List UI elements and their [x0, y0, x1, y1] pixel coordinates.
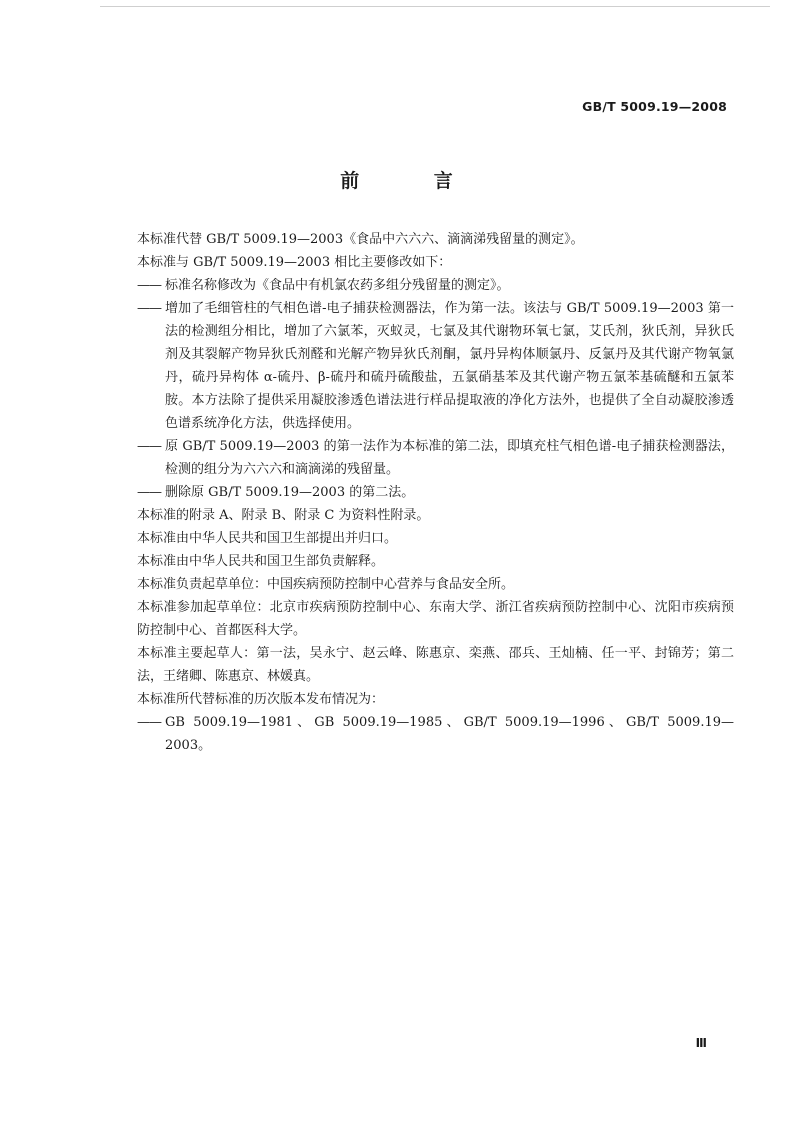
change-item [137, 435, 734, 481]
top-border-line [100, 6, 770, 7]
paragraph-replaces: 本标准代替 GB/T 5009.19—2003《食品中六六六、滴滴涕残留量的测定》。 [137, 232, 584, 247]
change-text: 原 GB/T 5009.19—2003 的第一法作为本标准的第二法，即填充柱气相色谱-电子捕获检测器法，检测的组分为六六六和滴滴涕的残留量。 [165, 439, 734, 477]
change-text: 增加了毛细管柱的气相色谱-电子捕获检测器法，作为第一法。该法与 GB/T 5009.19—2003 第一法的检测组分相比，增加了六氯苯，灭蚁灵，七氯及其代谢物环氧七氯，艾氏剂，狄氏剂，异狄氏剂及其裂解产物异狄氏剂醛和光解产物异狄氏剂酮，氯丹异构体顺氯丹、反氯丹及其代谢产物氧氯丹，硫丹异构体 α-硫丹、β-硫丹和硫丹硫酸盐，五氯硝基苯及其代谢产物五氯苯基硫醚和五氯苯胺。本方法除了提供采用凝胶渗透色谱法进行样品提取液的净化方法外，也提供了全自动凝胶渗透色谱系统净化方法，供选择使用。 [165, 301, 734, 431]
change-text: 标准名称修改为《食品中有机氯农药多组分残留量的测定》。 [165, 278, 510, 293]
change-item [137, 481, 734, 504]
page-title: 前 言 [340, 170, 487, 192]
statement-drafting-unit: 本标准负责起草单位：中国疾病预防控制中心营养与食品安全所。 [137, 577, 515, 592]
history-item [137, 711, 734, 757]
statement-text: 本标准参加起草单位：北京市疾病预防控制中心、东南大学、浙江省疾病预防控制中心、沈阳市疾病预防控制中心、首都医科大学。 [137, 600, 734, 638]
statement-drafters [111, 642, 734, 688]
change-text: 删除原 GB/T 5009.19—2003 的第二法。 [165, 485, 415, 500]
statement-history-intro: 本标准所代替标准的历次版本发布情况为： [137, 692, 385, 707]
statement-appendix: 本标准的附录 A、附录 B、附录 C 为资料性附录。 [137, 508, 430, 523]
foreword-body [137, 228, 734, 757]
paragraph-changes-intro: 本标准与 GB/T 5009.19—2003 相比主要修改如下： [137, 255, 452, 270]
statement-participating-units [111, 596, 734, 642]
change-item [137, 297, 734, 435]
dash-mark: —— [137, 278, 161, 293]
statement-text: 本标准主要起草人：第一法，吴永宁、赵云峰、陈惠京、栾燕、邵兵、王灿楠、任一平、封锦芳；第二法，王绪卿、陈惠京、林媛真。 [137, 646, 734, 684]
change-item [137, 274, 734, 297]
dash-mark: —— [137, 485, 161, 500]
dash-mark: —— [137, 439, 161, 454]
statement-proposer: 本标准由中华人民共和国卫生部提出并归口。 [137, 531, 398, 546]
dash-mark: —— [137, 301, 161, 316]
history-text: GB 5009.19—1981、GB 5009.19—1985、GB/T 5009.19—1996、GB/T 5009.19—2003。 [165, 715, 734, 753]
standard-code: GB/T 5009.19—2008 [582, 99, 727, 114]
page-number: Ⅲ [695, 1036, 707, 1050]
statement-interpreter: 本标准由中华人民共和国卫生部负责解释。 [137, 554, 385, 569]
dash-mark: —— [137, 715, 161, 730]
